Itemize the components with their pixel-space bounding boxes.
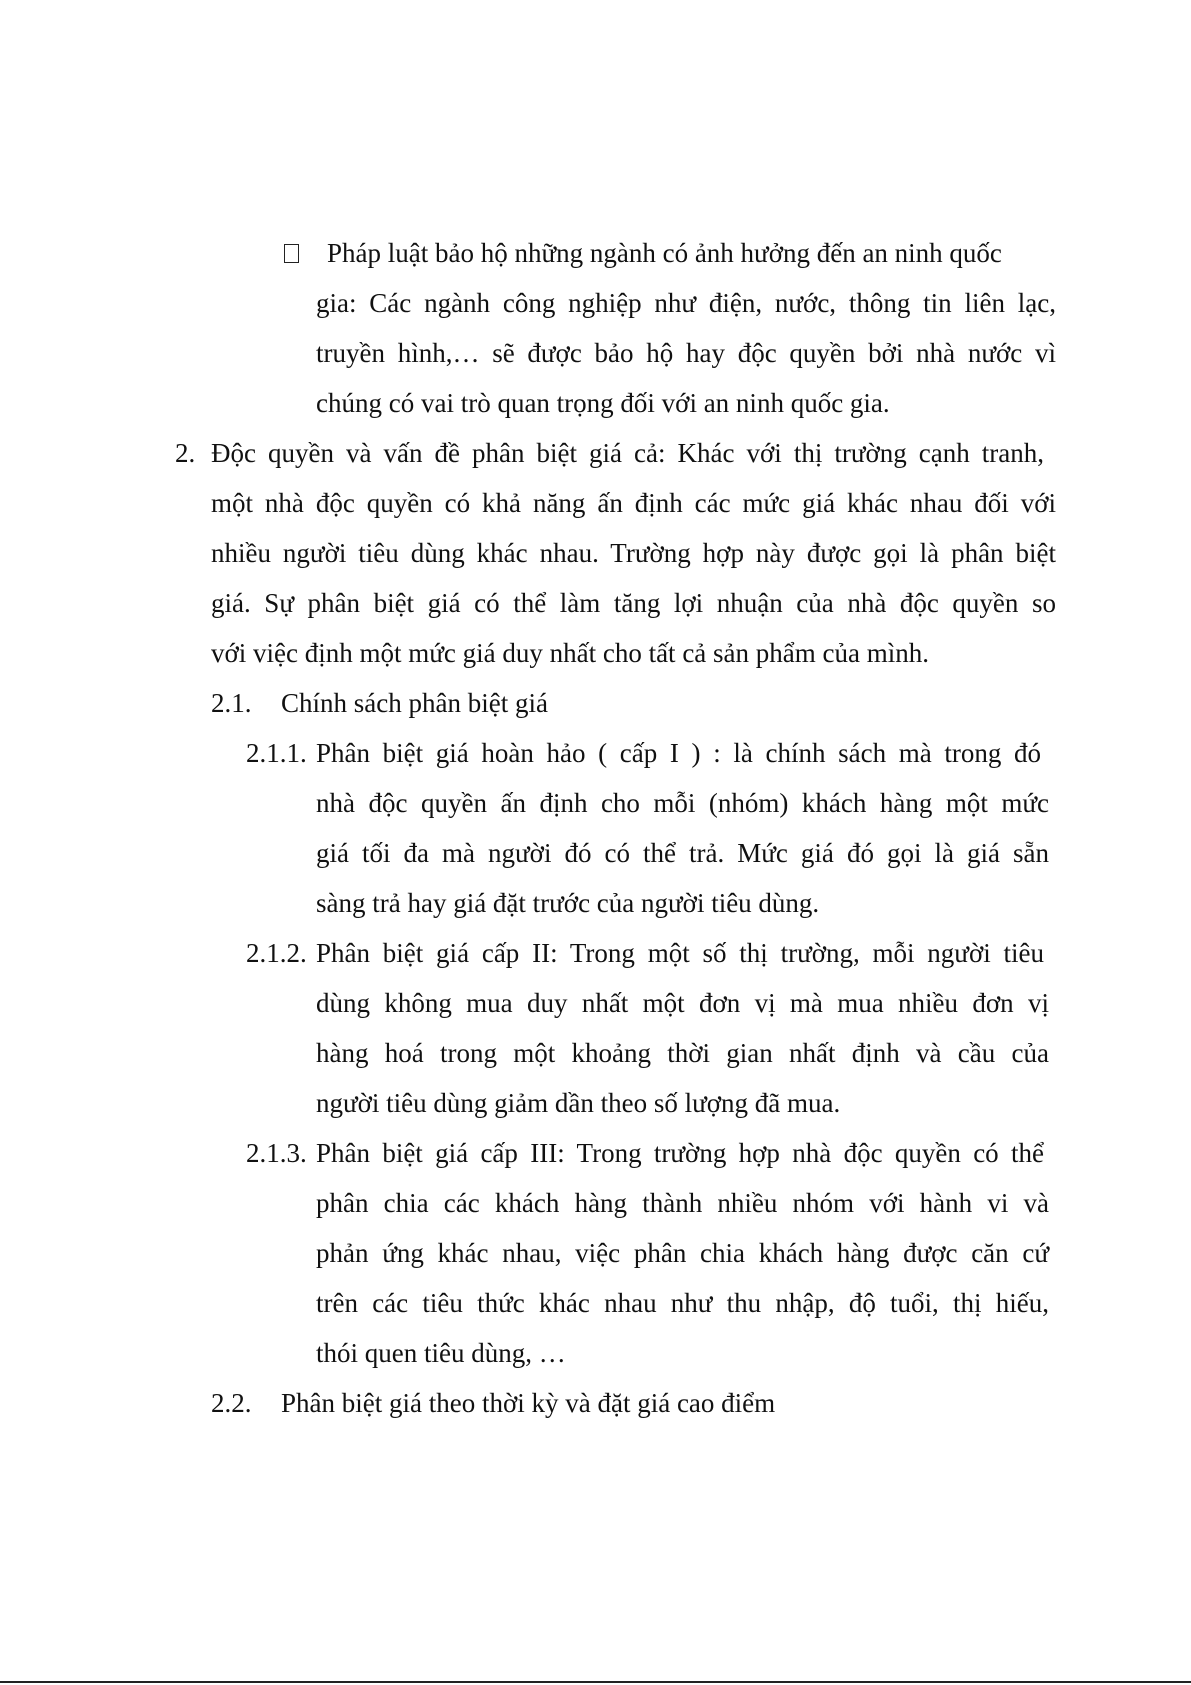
page-bottom-rule: [0, 1681, 1191, 1683]
item-2-1-3-number: 2.1.3.: [246, 1138, 307, 1168]
item-2-1-2-number: 2.1.2.: [246, 938, 307, 968]
item-2-1-3-line: phân chia các khách hàng thành nhiều nhóm với hành vi và: [316, 1188, 1049, 1218]
bullet-line: Pháp luật bảo hộ những ngành có ảnh hưởng đến an ninh quốc: [327, 238, 1002, 268]
item-2-1-2-line: người tiêu dùng giảm dần theo số lượng đã mua.: [316, 1088, 841, 1118]
item-2-1-3-line: Phân biệt giá cấp III: Trong trường hợp nhà độc quyền có thể: [316, 1138, 1044, 1168]
section-2-1-title: Chính sách phân biệt giá: [281, 688, 548, 718]
bullet-line: chúng có vai trò quan trọng đối với an ninh quốc gia.: [316, 388, 890, 418]
section-2-line: nhiều người tiêu dùng khác nhau. Trường hợp này được gọi là phân biệt: [211, 538, 1056, 568]
section-2-line: với việc định một mức giá duy nhất cho tất cả sản phẩm của mình.: [211, 638, 929, 668]
item-2-1-2-line: hàng hoá trong một khoảng thời gian nhất định và cầu của: [316, 1038, 1049, 1068]
section-2-number: 2.: [175, 438, 196, 468]
section-2-2-number: 2.2.: [211, 1388, 252, 1418]
item-2-1-2-line: dùng không mua duy nhất một đơn vị mà mua nhiều đơn vị: [316, 988, 1049, 1018]
item-2-1-1-line: sàng trả hay giá đặt trước của người tiêu dùng.: [316, 888, 820, 918]
bullet-line: truyền hình,… sẽ được bảo hộ hay độc quyền bởi nhà nước vì: [316, 338, 1056, 368]
section-2-2-title: Phân biệt giá theo thời kỳ và đặt giá cao điểm: [281, 1388, 776, 1418]
item-2-1-3-line: thói quen tiêu dùng, …: [316, 1338, 566, 1368]
section-2-line: Độc quyền và vấn đề phân biệt giá cả: Khác với thị trường cạnh tranh,: [211, 438, 1044, 468]
section-2-1-number: 2.1.: [211, 688, 252, 718]
section-2-line: giá. Sự phân biệt giá có thể làm tăng lợi nhuận của nhà độc quyền so: [211, 588, 1056, 618]
section-2-line: một nhà độc quyền có khả năng ấn định các mức giá khác nhau đối với: [211, 488, 1056, 518]
bullet-line: gia: Các ngành công nghiệp như điện, nước, thông tin liên lạc,: [316, 288, 1056, 318]
item-2-1-3-line: trên các tiêu thức khác nhau như thu nhập, độ tuổi, thị hiếu,: [316, 1288, 1049, 1318]
item-2-1-1-line: nhà độc quyền ấn định cho mỗi (nhóm) khách hàng một mức: [316, 788, 1049, 818]
item-2-1-1-number: 2.1.1.: [246, 738, 307, 768]
item-2-1-3-line: phản ứng khác nhau, việc phân chia khách hàng được căn cứ: [316, 1238, 1049, 1268]
item-2-1-1-line: Phân biệt giá hoàn hảo ( cấp I ) : là chính sách mà trong đó: [316, 738, 1041, 768]
item-2-1-2-line: Phân biệt giá cấp II: Trong một số thị trường, mỗi người tiêu: [316, 938, 1044, 968]
bullet-square-icon: [284, 244, 299, 263]
item-2-1-1-line: giá tối đa mà người đó có thể trả. Mức giá đó gọi là giá sẵn: [316, 838, 1049, 868]
